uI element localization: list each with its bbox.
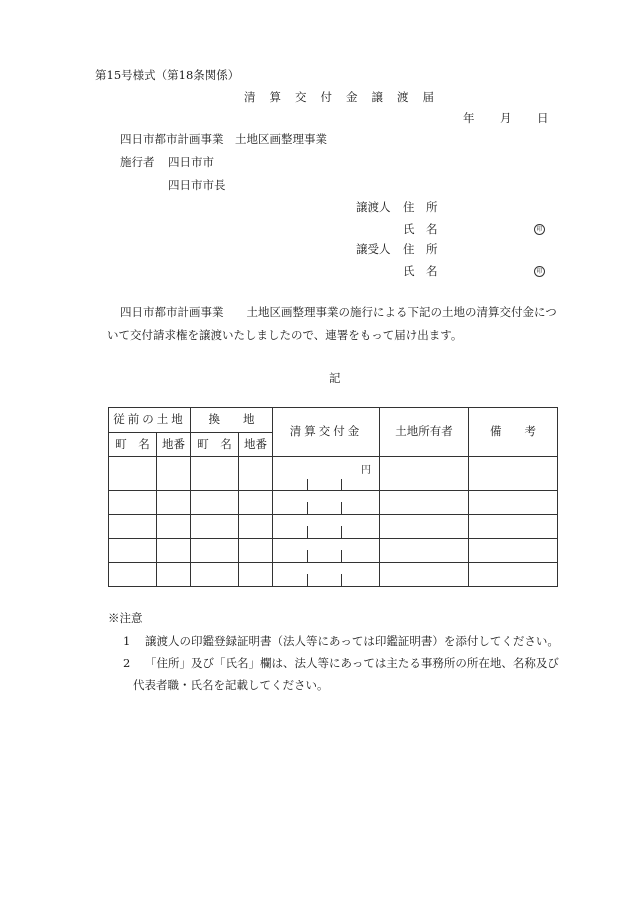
- date-month: 月: [500, 111, 512, 125]
- transferee-name-label: 氏 名: [403, 264, 438, 278]
- note-2-text: 「住所」及び「氏名」欄は、法人等にあっては主たる事務所の所在地、名称及び: [145, 656, 559, 670]
- note-1-number: 1: [123, 634, 131, 648]
- date-year: 年: [463, 111, 475, 125]
- land-table: [108, 407, 558, 587]
- cell-remarks[interactable]: [469, 539, 558, 563]
- project-name: 四日市都市計画事業 土地区画整理事業: [120, 132, 327, 146]
- cell-replot-town[interactable]: [191, 539, 239, 563]
- executor-label: 施行者: [120, 155, 155, 169]
- cell-former-lot[interactable]: [157, 539, 191, 563]
- date-day: 日: [537, 111, 549, 125]
- cell-former-town[interactable]: [109, 491, 157, 515]
- table-row: [109, 515, 558, 539]
- digit-separator: [307, 550, 308, 562]
- header-settlement-amount: 清算交付金: [273, 408, 380, 457]
- cell-former-town[interactable]: [109, 563, 157, 587]
- digit-separator: [341, 479, 342, 490]
- header-replot-town: 町 名: [191, 433, 239, 457]
- cell-amount[interactable]: [273, 457, 380, 491]
- header-former-land: 従前の土地: [109, 408, 191, 433]
- cell-amount[interactable]: [273, 563, 380, 587]
- cell-replot-lot[interactable]: [239, 539, 273, 563]
- transferee-seal-mark: 印: [534, 264, 545, 277]
- cell-remarks[interactable]: [469, 563, 558, 587]
- cell-former-town[interactable]: [109, 515, 157, 539]
- digit-separator: [307, 502, 308, 514]
- cell-replot-town[interactable]: [191, 563, 239, 587]
- cell-former-lot[interactable]: [157, 457, 191, 491]
- notes-heading: ※注意: [108, 611, 143, 625]
- digit-separator: [307, 574, 308, 586]
- cell-remarks[interactable]: [469, 457, 558, 491]
- digit-separator: [341, 574, 342, 586]
- transferee-label: 譲受人: [356, 242, 391, 256]
- transferor-address-label: 住 所: [403, 200, 438, 214]
- header-replot-lot: 地番: [239, 433, 273, 457]
- cell-replot-lot[interactable]: [239, 515, 273, 539]
- cell-former-lot[interactable]: [157, 491, 191, 515]
- table-row: [109, 457, 558, 491]
- header-land-owner: 土地所有者: [380, 408, 469, 457]
- cell-owner[interactable]: [380, 563, 469, 587]
- cell-owner[interactable]: [380, 491, 469, 515]
- cell-amount[interactable]: [273, 539, 380, 563]
- digit-separator: [341, 550, 342, 562]
- digit-separator: [307, 479, 308, 490]
- digit-separator: [341, 526, 342, 538]
- body-line-1: 四日市都市計画事業 土地区画整理事業の施行による下記の土地の清算交付金につ: [120, 305, 557, 319]
- transferor-seal-mark: 印: [534, 222, 545, 235]
- note-2-number: 2: [123, 656, 131, 670]
- header-former-town: 町 名: [109, 433, 157, 457]
- cell-replot-town[interactable]: [191, 457, 239, 491]
- table-row: [109, 563, 558, 587]
- cell-owner[interactable]: [380, 539, 469, 563]
- note-1-text: 譲渡人の印鑑登録証明書（法人等にあっては印鑑証明書）を添付してください。: [145, 634, 559, 648]
- header-replotting: 換 地: [191, 408, 273, 433]
- note-2-text-cont: 代表者職・氏名を記載してください。: [133, 678, 329, 692]
- cell-former-town[interactable]: [109, 539, 157, 563]
- digit-separator: [307, 526, 308, 538]
- table-row: [109, 491, 558, 515]
- cell-replot-lot[interactable]: [239, 491, 273, 515]
- transferor-label: 譲渡人: [356, 200, 391, 214]
- document-title: 清算交付金譲渡届: [244, 90, 448, 104]
- form-number: 第15号様式（第18条関係）: [95, 68, 240, 82]
- cell-replot-lot[interactable]: [239, 457, 273, 491]
- executor-mayor: 四日市市長: [168, 178, 226, 192]
- ki-marker: 記: [329, 371, 341, 385]
- header-remarks: 備 考: [469, 408, 558, 457]
- cell-owner[interactable]: [380, 515, 469, 539]
- cell-amount[interactable]: [273, 515, 380, 539]
- cell-remarks[interactable]: [469, 491, 558, 515]
- cell-replot-town[interactable]: [191, 515, 239, 539]
- executor-city: 四日市市: [168, 155, 214, 169]
- cell-former-lot[interactable]: [157, 563, 191, 587]
- cell-replot-town[interactable]: [191, 491, 239, 515]
- cell-remarks[interactable]: [469, 515, 558, 539]
- cell-amount[interactable]: [273, 491, 380, 515]
- cell-owner[interactable]: [380, 457, 469, 491]
- digit-separator: [341, 502, 342, 514]
- cell-replot-lot[interactable]: [239, 563, 273, 587]
- transferor-name-label: 氏 名: [403, 222, 438, 236]
- yen-unit: 円: [361, 465, 371, 476]
- header-former-lot: 地番: [157, 433, 191, 457]
- cell-former-lot[interactable]: [157, 515, 191, 539]
- table-row: [109, 539, 558, 563]
- transferee-address-label: 住 所: [403, 242, 438, 256]
- cell-former-town[interactable]: [109, 457, 157, 491]
- body-line-2: いて交付請求権を譲渡いたしましたので、連署をもって届け出ます。: [107, 328, 463, 342]
